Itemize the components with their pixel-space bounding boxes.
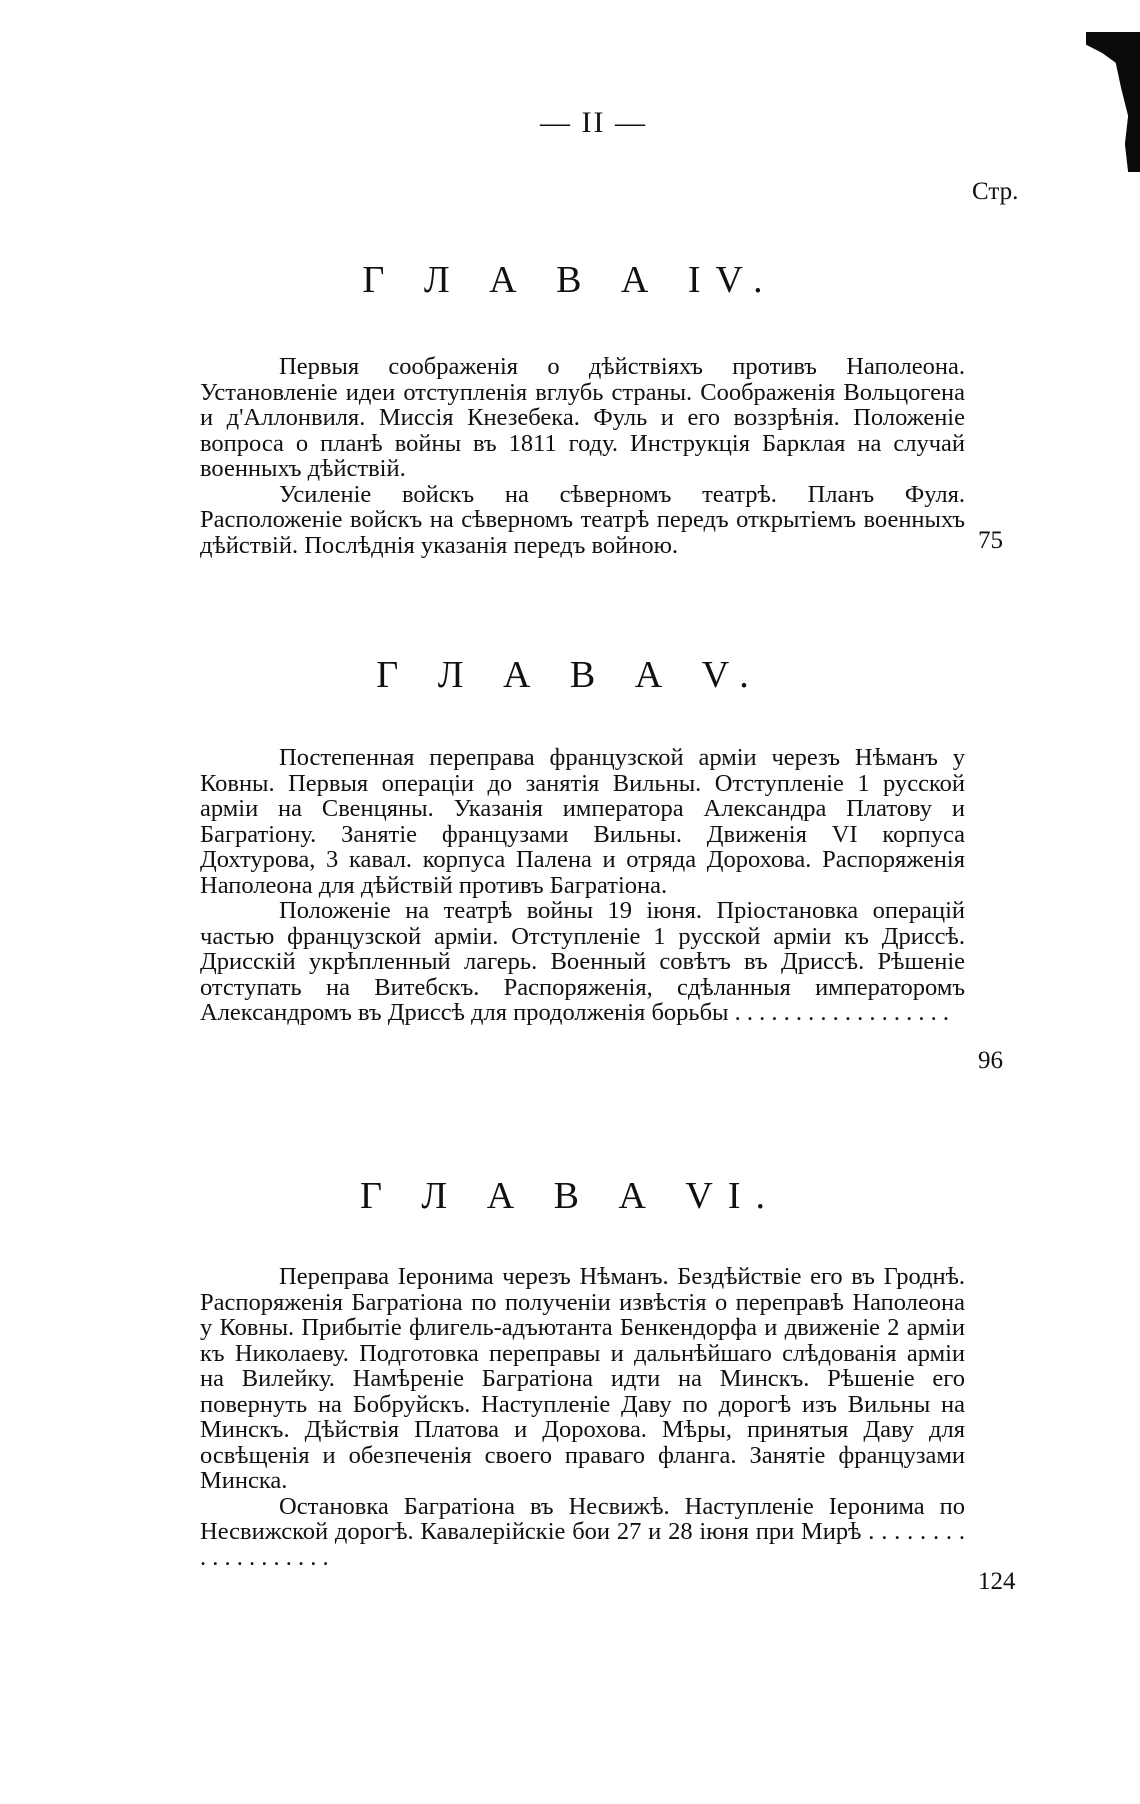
chapter-iv-page-ref: 75 (978, 527, 1003, 554)
chapter-vi-summary (200, 1264, 965, 1570)
chapter-vi-page-ref: 124 (978, 1568, 1016, 1595)
chapter-vi-paragraph-1: Переправа Іеронима черезъ Нѣманъ. Бездѣйствіе его въ Гроднѣ. Распоряженія Багратіона по полученіи извѣстія о переправѣ Наполеона у Ковны. Прибытіе флигель-адъютанта Бенкендорфа и движеніе 2 арміи къ Николаеву. Подготовка переправы и дальнѣйшаго слѣдованія арміи на Вилейку. Намѣреніе Багратіона идти на Минскъ. Рѣшеніе его повернуть на Бобруйскъ. Наступленіе Даву по дорогѣ изъ Вильны на Минскъ. Дѣйствія Платова и Дорохова. Мѣры, принятыя Даву для освѣщенія и обезпеченія своего праваго фланга. Занятіе французами Минска. (200, 1263, 965, 1494)
chapter-heading-vi: Г Л А В А VI. (359, 1175, 781, 1217)
page-edge-scan-mark (1086, 32, 1140, 172)
chapter-v-paragraph-1: Постепенная переправа французской арміи черезъ Нѣманъ у Ковны. Первыя операціи до занятія Вильны. Отступленіе 1 русской арміи на Свенцяны. Указанія императора Александра Платову и Багратіону. Занятіе французами Вильны. Движенія VI корпуса Дохтурова, 3 кавал. корпуса Палена и отряда Дорохова. Распоряженія Наполеона для дѣйствій противъ Багратіона. (200, 744, 965, 899)
chapter-v-summary (200, 745, 965, 1026)
chapter-vi-paragraph-2: Остановка Багратіона въ Несвижѣ. Наступленіе Іеронима по Несвижской дорогѣ. Кавалерійскіе бои 27 и 28 іюня при Мирѣ . . . . . . . . . . . . . . . . . . . (200, 1492, 965, 1571)
page-number: — II — (540, 106, 647, 139)
chapter-iv-paragraph-1: Первыя соображенія о дѣйствіяхъ противъ Наполеона. Установленіе идеи отступленія вглубь страны. Соображенія Вольцогена и д'Аллонвиля. Миссія Кнезебека. Фуль и его воззрѣнія. Положеніе вопроса о планѣ войны въ 1811 году. Инструкція Барклая на случай военныхъ дѣйствій. (200, 353, 965, 482)
chapter-heading-v: Г Л А В А V. (376, 654, 764, 696)
chapter-v-paragraph-2: Положеніе на театрѣ войны 19 іюня. Пріостановка операцій частью французской арміи. Отступленіе 1 русской арміи къ Дриссѣ. Дрисскій укрѣпленный лагерь. Военный совѣтъ въ Дриссѣ. Рѣшеніе отступать на Витебскъ. Распоряженія, сдѣланныя императоромъ Александромъ въ Дриссѣ для продолженія борьбы . . . . . . . . . . . . . . . . . . (200, 897, 965, 1026)
chapter-heading-iv: Г Л А В А IV. (362, 259, 778, 301)
page-column-label: Стр. (972, 178, 1019, 205)
chapter-iv-summary (200, 354, 965, 558)
chapter-v-page-ref: 96 (978, 1047, 1003, 1074)
chapter-iv-paragraph-2: Усиленіе войскъ на сѣверномъ театрѣ. Планъ Фуля. Расположеніе войскъ на сѣверномъ театрѣ передъ открытіемъ военныхъ дѣйствій. Послѣднія указанія передъ войною. (200, 480, 965, 559)
